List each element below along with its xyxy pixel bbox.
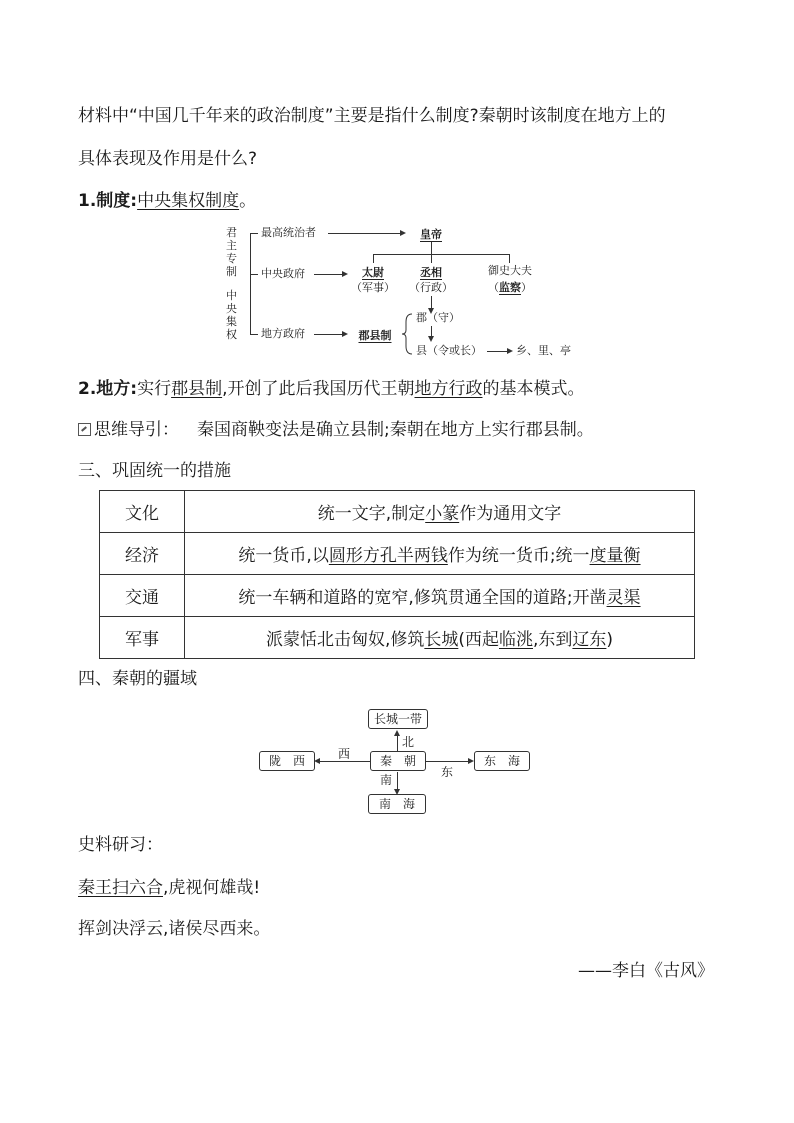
north-box: 长城一带 — [368, 709, 428, 729]
org-taiwei: 太尉 — [362, 266, 384, 279]
org-side-char: 制 — [226, 265, 237, 278]
territory-arrow-line — [425, 761, 468, 762]
org-row3-label: 地方政府 — [261, 327, 305, 340]
org-emperor: 皇帝 — [420, 228, 442, 241]
org-bracket-tick — [250, 274, 258, 275]
table-blank: 临洮 — [499, 630, 533, 650]
org-arrow-head — [507, 348, 513, 354]
table-text: 统一货币,以 — [238, 546, 329, 566]
table-blank: 小篆 — [425, 504, 460, 524]
question-line-2: 具体表现及作用是什么? — [78, 149, 258, 169]
org-chengxiang-role: （行政） — [409, 281, 453, 294]
thinking-guide — [78, 419, 594, 441]
org-paren: （ — [488, 281, 499, 294]
org-taiwei-role: （军事） — [351, 281, 395, 294]
org-connector — [509, 254, 510, 263]
table-text: 统一文字,制定 — [317, 504, 426, 524]
table-text: 作为统一货币;统一 — [447, 546, 590, 566]
answer-2-blank: 郡县制 — [171, 379, 223, 399]
territory-arrow-line — [397, 772, 398, 789]
org-side-char: 权 — [226, 328, 237, 341]
org-side-top — [226, 226, 238, 278]
territory-arrow-line — [397, 735, 398, 751]
answer-1-value: 中央集权制度 — [137, 191, 240, 211]
org-side-bottom — [226, 289, 238, 341]
org-side-char: 集 — [226, 315, 237, 328]
question-line-1: 材料中“中国几千年来的政治制度”主要是指什么制度?秦朝时该制度在地方上的 — [78, 106, 666, 126]
table-text: (西起 — [458, 630, 499, 650]
org-bracket-tick — [250, 233, 258, 234]
north-label: 北 — [402, 735, 415, 749]
answer-2 — [78, 378, 585, 400]
org-yushi-role-value: 监察 — [499, 281, 521, 294]
org-arrow-head — [428, 336, 434, 342]
table-blank: 圆形方孔半两钱 — [328, 546, 448, 566]
south-box: 南 海 — [368, 794, 426, 814]
table-row — [100, 533, 695, 575]
table-blank: 长城 — [424, 630, 459, 650]
answer-1-prefix: 1.制度: — [78, 191, 138, 211]
org-side-char: 主 — [226, 239, 237, 252]
org-connector — [373, 254, 374, 263]
table-text: ,东到 — [533, 630, 573, 650]
org-paren: ） — [521, 281, 532, 294]
org-connector — [431, 254, 432, 263]
west-label: 西 — [338, 747, 351, 761]
org-chengxiang: 丞相 — [420, 266, 442, 279]
org-xiang: 乡、里、亭 — [516, 344, 571, 357]
answer-2-text: 实行 — [137, 379, 172, 399]
table-key-cell: 军事 — [100, 617, 185, 659]
study-line-1-text: ,虎视何雄哉! — [163, 878, 261, 898]
org-bracket-tick — [250, 334, 258, 335]
guide-label: 思维导引： — [94, 420, 179, 440]
table-blank: 度量衡 — [589, 546, 641, 566]
study-label: 史料研习： — [78, 835, 163, 855]
org-connector — [431, 242, 432, 254]
table-blank: 灵渠 — [606, 588, 641, 608]
table-text: 统一车辆和道路的宽窄,修筑贯通全国的道路;开凿 — [238, 588, 607, 608]
org-arrow-line — [314, 274, 342, 275]
table-text: 作为通用文字 — [459, 504, 562, 524]
org-arrow-head — [400, 230, 406, 236]
org-brace — [400, 312, 414, 356]
table-value-cell — [185, 575, 695, 617]
territory-arrow-head — [394, 730, 400, 736]
table-text: 派蒙恬北击匈奴,修筑 — [265, 630, 425, 650]
org-arrow-line — [328, 233, 400, 234]
org-side-char: 央 — [226, 302, 237, 315]
org-junxian: 郡县制 — [358, 329, 392, 342]
guide-text: 秦国商鞅变法是确立县制;秦朝在地方上实行郡县制。 — [197, 420, 594, 440]
center-box: 秦 朝 — [370, 751, 426, 771]
org-bracket-line — [250, 233, 251, 335]
guide-icon — [78, 423, 91, 436]
study-line-2: 挥剑决浮云,诸侯尽西来。 — [78, 919, 271, 939]
answer-1 — [78, 190, 256, 212]
measures-table — [99, 490, 695, 659]
org-row1-label: 最高统治者 — [261, 226, 316, 239]
org-arrow-line — [487, 351, 507, 352]
org-arrow-head — [342, 331, 348, 337]
org-yushi: 御史大夫 — [488, 264, 532, 277]
table-value-cell — [185, 533, 695, 575]
study-line-1 — [78, 877, 260, 899]
table-value-cell — [185, 617, 695, 659]
answer-2-text: ,开创了此后我国历代王朝 — [222, 379, 415, 399]
answer-2-text: 的基本模式。 — [482, 379, 585, 399]
east-box: 东 海 — [474, 751, 530, 771]
west-box: 陇 西 — [259, 751, 315, 771]
org-side-char: 专 — [226, 252, 237, 265]
answer-2-prefix: 2.地方: — [78, 379, 138, 399]
territory-arrow-head — [468, 758, 474, 764]
table-value-cell — [185, 491, 695, 533]
org-row2-label: 中央政府 — [261, 267, 305, 280]
org-side-char: 中 — [226, 289, 237, 302]
east-label: 东 — [441, 765, 454, 779]
org-side-char: 君 — [226, 226, 237, 239]
table-text: ) — [606, 630, 614, 650]
section-3-title: 三、巩固统一的措施 — [78, 461, 231, 481]
study-line-1-underlined: 秦王扫六合 — [78, 878, 163, 898]
table-row — [100, 617, 695, 659]
table-key-cell: 交通 — [100, 575, 185, 617]
study-source: ——李白《古风》 — [578, 961, 714, 981]
answer-1-suffix: 。 — [239, 191, 257, 211]
south-label: 南 — [380, 773, 393, 787]
table-key-cell: 文化 — [100, 491, 185, 533]
org-jun: 郡（守） — [416, 311, 460, 324]
org-connector — [373, 254, 509, 255]
org-arrow-line — [314, 334, 342, 335]
table-blank: 辽东 — [572, 630, 607, 650]
org-arrow-head — [342, 271, 348, 277]
org-yushi-role — [474, 281, 546, 295]
table-row — [100, 491, 695, 533]
answer-2-blank: 地方行政 — [414, 379, 483, 399]
territory-arrow-head — [314, 758, 320, 764]
section-4-title: 四、秦朝的疆域 — [78, 669, 197, 689]
table-key-cell: 经济 — [100, 533, 185, 575]
org-xian: 县（令或长） — [416, 344, 482, 357]
table-row — [100, 575, 695, 617]
